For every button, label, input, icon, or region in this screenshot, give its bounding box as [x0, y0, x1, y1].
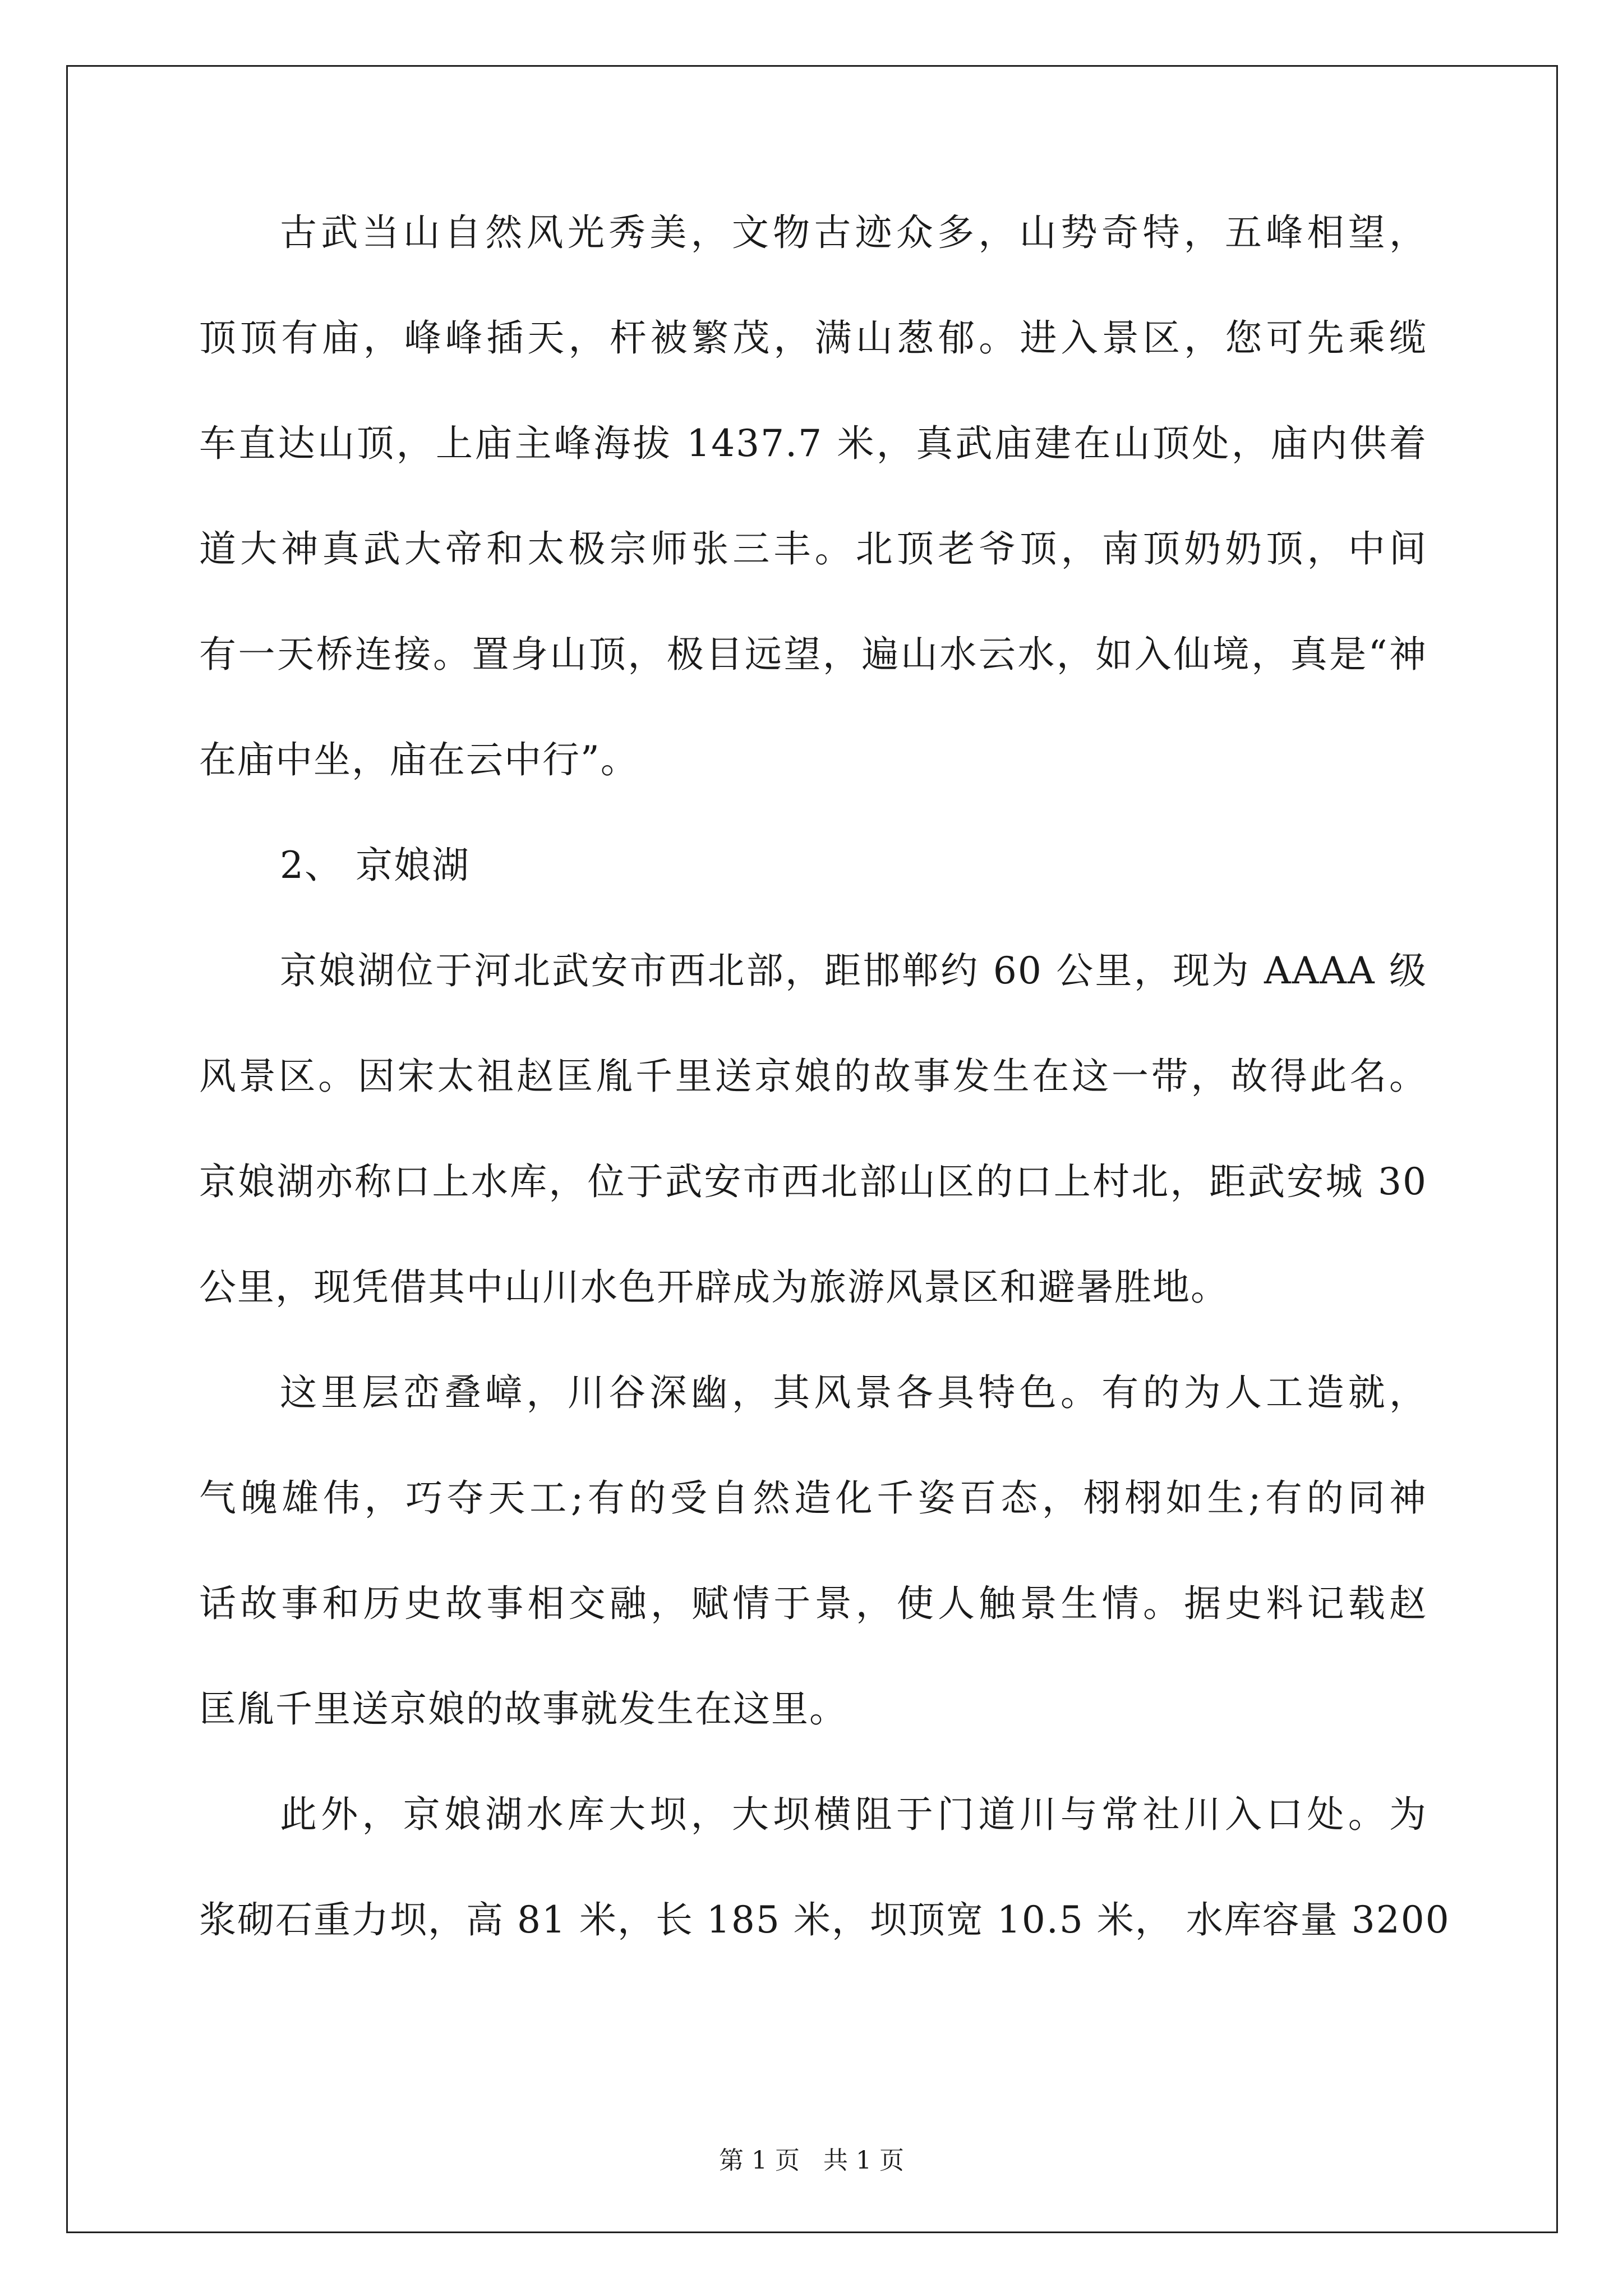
- paragraph-1-line-4: 道大神真武大帝和太极宗师张三丰。北顶老爷顶，南顶奶奶顶，中间: [199, 527, 1427, 570]
- paragraph-1-line-5: 有一天桥连接。置身山顶，极目远望，遍山水云水，如入仙境，真是“神: [199, 633, 1427, 676]
- paragraph-1-line-3: 车直达山顶，上庙主峰海拔 1437.7 米，真武庙建在山顶处，庙内供着: [199, 422, 1427, 465]
- paragraph-1-line-1: 古武当山自然风光秀美，文物古迹众多，山势奇特，五峰相望，: [280, 211, 1427, 254]
- paragraph-2-line-2: 风景区。因宋太祖赵匡胤千里送京娘的故事发生在这一带，故得此名。: [199, 1055, 1427, 1098]
- paragraph-2-line-1: 京娘湖位于河北武安市西北部，距邯郸约 60 公里，现为 AAAA 级: [280, 949, 1427, 992]
- paragraph-1-line-6: 在庙中坐，庙在云中行”。: [199, 738, 639, 781]
- paragraph-3-line-1: 这里层峦叠嶂，川谷深幽，其风景各具特色。有的为人工造就，: [280, 1371, 1427, 1414]
- paragraph-2-line-3: 京娘湖亦称口上水库，位于武安市西北部山区的口上村北，距武安城 30: [199, 1160, 1427, 1203]
- paragraph-3-line-2: 气魄雄伟，巧夺天工;有的受自然造化千姿百态，栩栩如生;有的同神: [199, 1476, 1427, 1520]
- paragraph-3-line-3: 话故事和历史故事相交融，赋情于景，使人触景生情。据史料记载赵: [199, 1582, 1427, 1625]
- paragraph-4-line-1: 此外，京娘湖水库大坝，大坝横阻于门道川与常社川入口处。为: [280, 1793, 1427, 1836]
- paragraph-4-line-2: 浆砌石重力坝，高 81 米，长 185 米，坝顶宽 10.5 米， 水库容量 3200: [199, 1898, 1450, 1941]
- page-footer: 第 1 页 共 1 页: [719, 2146, 904, 2175]
- paragraph-2-line-4: 公里，现凭借其中山川水色开辟成为旅游风景区和避暑胜地。: [199, 1266, 1229, 1309]
- paragraph-3-line-4: 匡胤千里送京娘的故事就发生在这里。: [199, 1687, 847, 1731]
- section-heading: 2、 京娘湖: [280, 844, 470, 887]
- paragraph-1-line-2: 顶顶有庙，峰峰插天，杆被繁茂，满山葱郁。进入景区，您可先乘缆: [199, 316, 1427, 360]
